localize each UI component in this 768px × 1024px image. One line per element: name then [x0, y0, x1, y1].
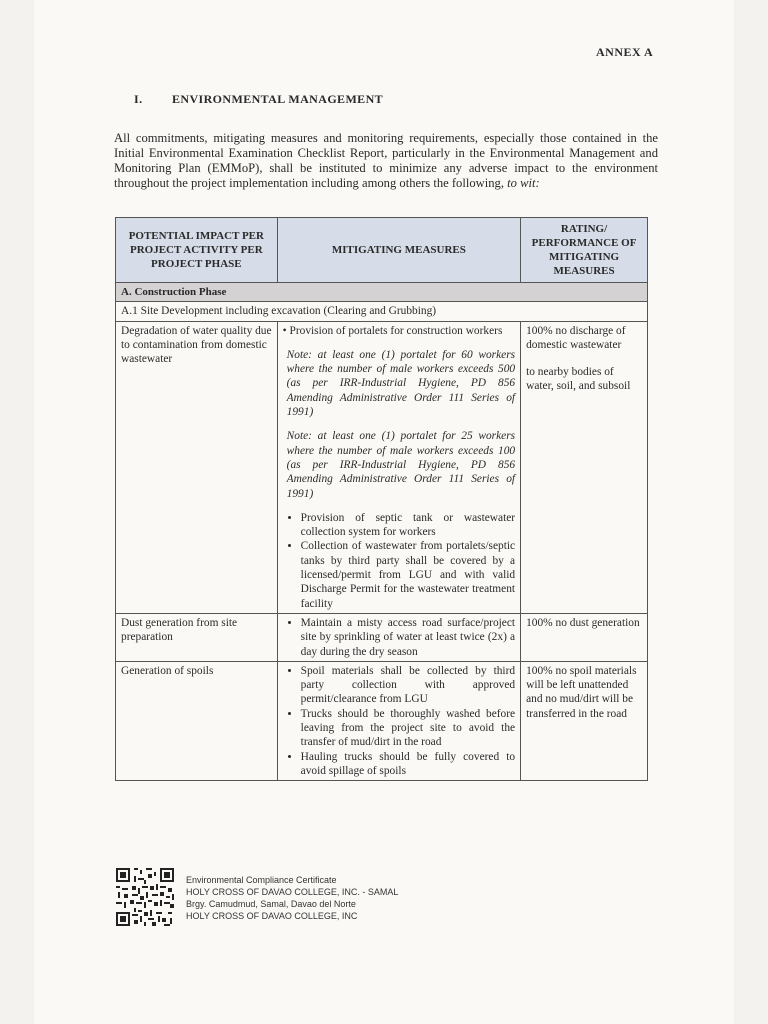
- table-row: [116, 613, 648, 661]
- measure-item: • Collection of wastewater from portalets/septic tanks by third party shall be covered by a licensed/permit from LGU and with valid Discharge Permit for the wastewater treatment facility: [301, 539, 515, 610]
- footer-line: HOLY CROSS OF DAVAO COLLEGE, INC. - SAMAL: [186, 887, 399, 897]
- measure-item: • Provision of septic tank or wastewater collection system for workers: [301, 511, 515, 540]
- measures-cell: [277, 613, 520, 661]
- measure-item: • Trucks should be thoroughly washed before leaving from the project site to avoid the transfer of mud/dirt in the road: [301, 707, 515, 750]
- rating-cell: [521, 661, 648, 780]
- table-row: [116, 321, 648, 613]
- rating-text: 100% no spoil materials will be left unattended and no mud/dirt will be transferred in the road: [526, 664, 637, 720]
- measure-note: Note: at least one (1) portalet for 25 workers where the number of male workers exceeds 100 (as per IRR-Industrial Hygiene, PD 856 Amending Administrative Order 111 Series of 1991): [286, 430, 516, 500]
- annex-label: ANNEX A: [596, 45, 654, 59]
- rating-cell: [521, 321, 648, 613]
- intro-text: All commitments, mitigating measures and monitoring requirements, especially those contained in the Initial Environmental Examination Checklist Report, particularly in the Environmental Management and Monitoring Plan (EMMoP), shall be instituted to minimize any adverse impact to the environment throughout the project implementation including among others the following,: [114, 131, 658, 190]
- impact-cell: Degradation of water quality due to contamination from domestic wastewater: [116, 321, 278, 613]
- measure-note: Note: at least one (1) portalet for 60 workers where the number of male workers exceeds 500 (as per IRR-Industrial Hygiene, PD 856 Amending Administrative Order 111 Series of 1991): [286, 348, 516, 419]
- measure-item: • Spoil materials shall be collected by third party collection with approved permit/clearance from LGU: [301, 664, 515, 707]
- measure-lead-item: • Provision of portalets for construction workers: [282, 324, 503, 337]
- rating-text: to nearby bodies of water, soil, and subsoil: [526, 366, 631, 393]
- measures-cell: [277, 321, 520, 613]
- emmop-table: [115, 217, 648, 781]
- table-row: [116, 661, 648, 780]
- intro-italic-tail: to wit:: [507, 176, 540, 190]
- phase-row: [116, 283, 648, 302]
- phase-label: A. Construction Phase: [116, 283, 648, 302]
- header-mitigating-measures: MITIGATING MEASURES: [277, 218, 520, 283]
- footer-line: Brgy. Camudmud, Samal, Davao del Norte: [186, 899, 356, 909]
- header-potential-impact: POTENTIAL IMPACT PER PROJECT ACTIVITY PER PROJECT PHASE: [116, 218, 278, 283]
- subphase-label: A.1 Site Development including excavation (Clearing and Grubbing): [116, 302, 648, 321]
- footer-text: [186, 874, 398, 922]
- certificate-footer: [114, 866, 534, 930]
- subphase-row: [116, 302, 648, 321]
- header-rating: RATING/ PERFORMANCE OF MITIGATING MEASURES: [521, 218, 648, 283]
- table-header-row: [116, 218, 648, 283]
- section-title: ENVIRONMENTAL MANAGEMENT: [172, 92, 384, 106]
- qr-code-icon: [114, 866, 176, 928]
- measures-cell: [277, 661, 520, 780]
- rating-text: 100% no dust generation: [526, 616, 640, 629]
- section-number: I.: [134, 92, 143, 106]
- footer-line: Environmental Compliance Certificate: [186, 875, 337, 885]
- measure-list: [283, 511, 515, 611]
- section-heading: [134, 92, 383, 107]
- impact-cell: Dust generation from site preparation: [116, 613, 278, 661]
- impact-cell: Generation of spoils: [116, 661, 278, 780]
- rating-cell: [521, 613, 648, 661]
- measure-lead-text: Provision of portalets for construction workers: [289, 324, 503, 337]
- measure-list: [283, 664, 515, 778]
- measure-item: • Hauling trucks should be fully covered to avoid spillage of spoils: [301, 750, 515, 779]
- intro-paragraph: [114, 131, 658, 191]
- measure-item: • Maintain a misty access road surface/project site by sprinkling of water at least twice (2x) a day during the dry season: [301, 616, 515, 659]
- footer-line: HOLY CROSS OF DAVAO COLLEGE, INC: [186, 911, 358, 921]
- rating-text: 100% no discharge of domestic wastewater: [526, 324, 626, 351]
- measure-list: [283, 616, 515, 659]
